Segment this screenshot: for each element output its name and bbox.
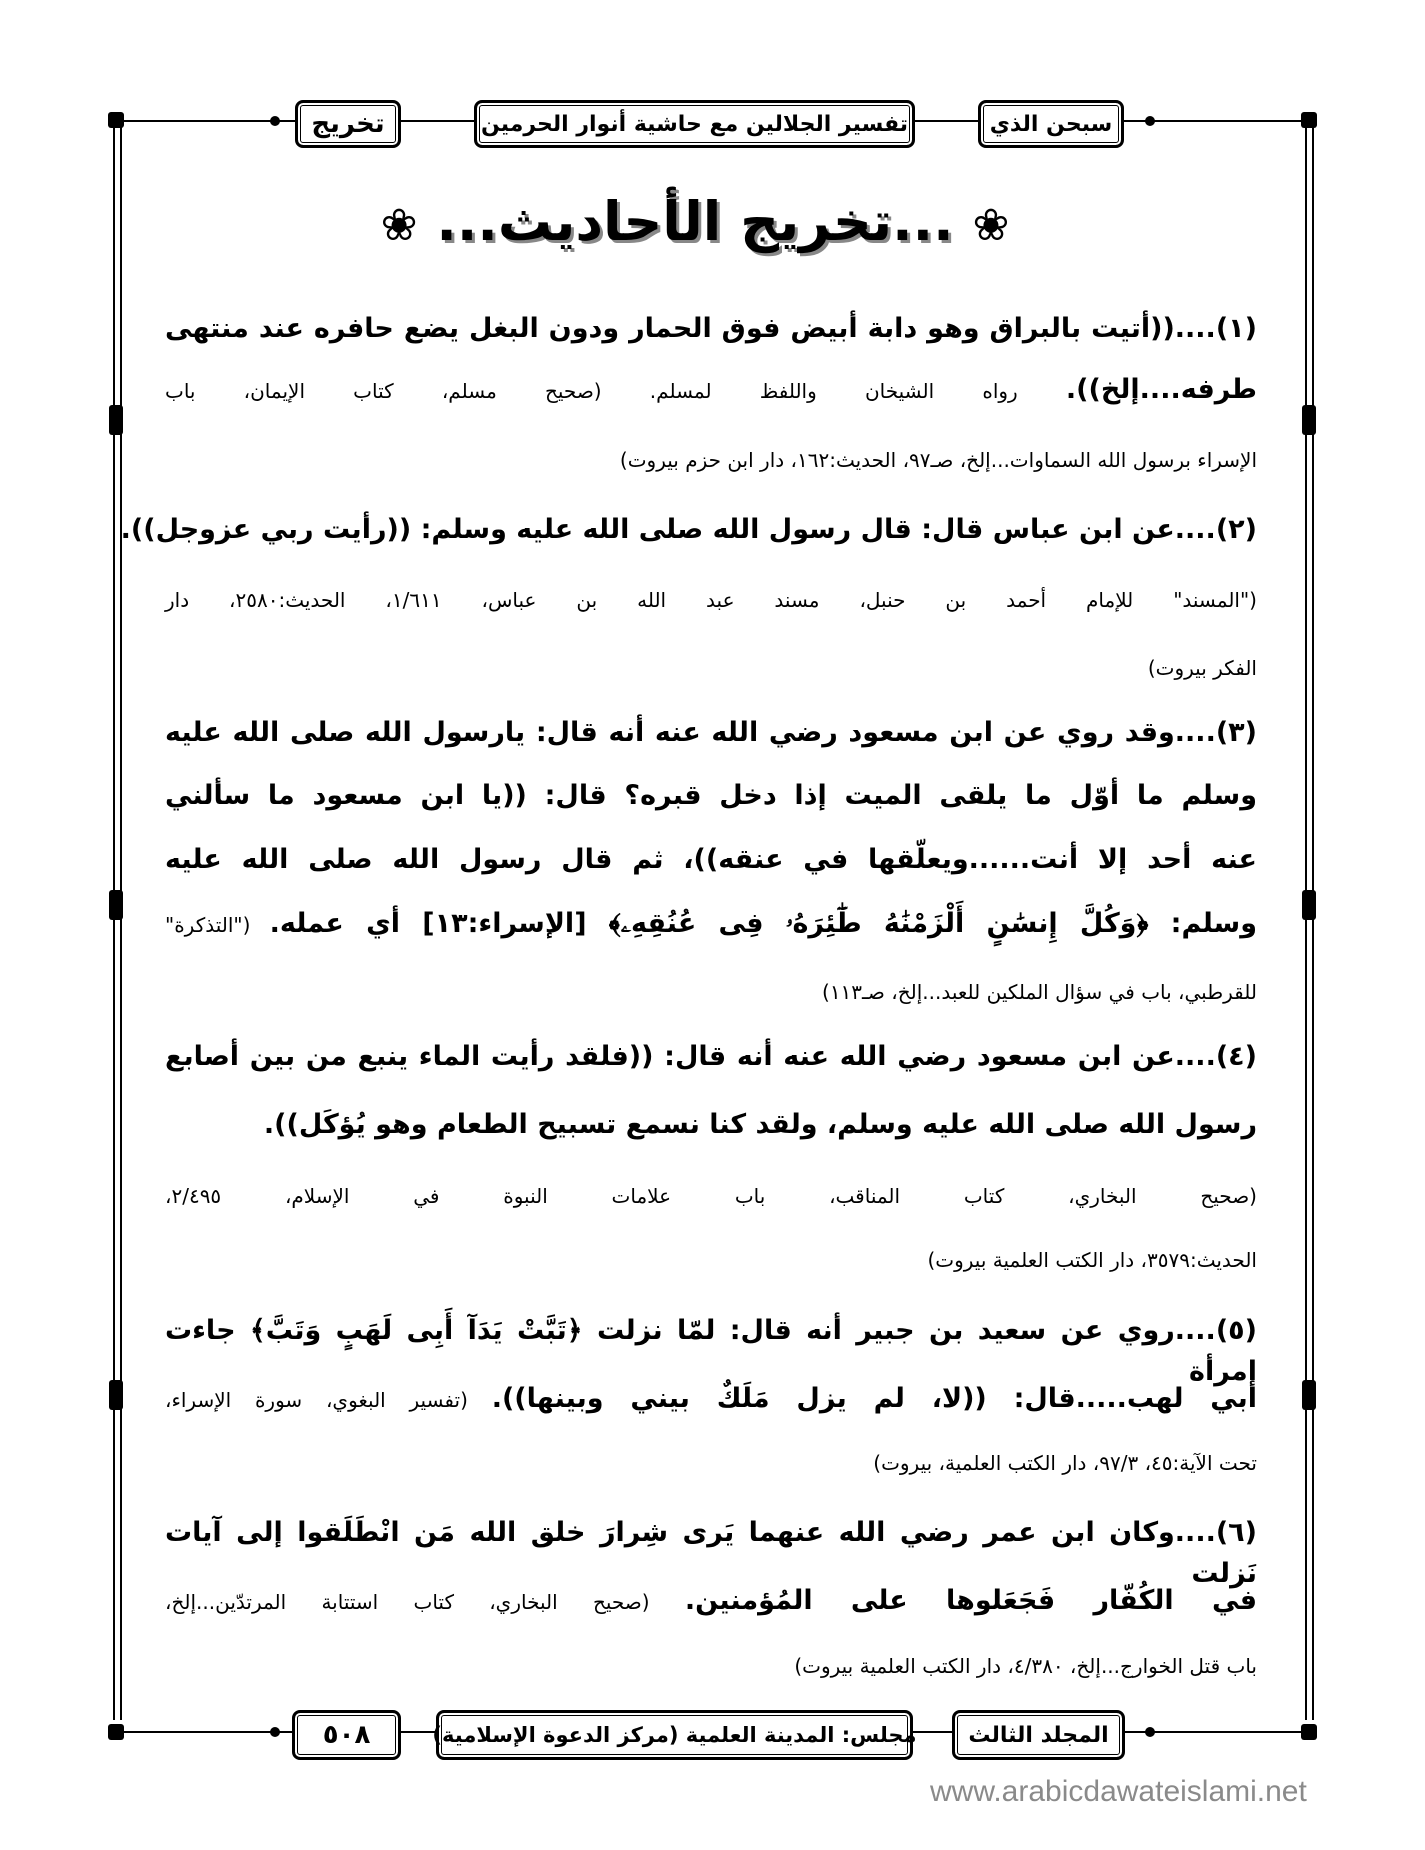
- side-ornament-icon: [109, 890, 123, 920]
- dot-ornament-icon: [270, 1727, 280, 1737]
- flourish-icon: ❀: [380, 199, 418, 251]
- hadith-text: (٤)....عن ابن مسعود رضي الله عنه أنه قال: ((فلقد رأيت الماء ينبع من بين أصابع: [165, 1041, 1257, 1072]
- frame-right-outer: [1312, 125, 1314, 1720]
- citation-text: للقرطبي، باب في سؤال الملكين للعبد...إلخ، صـ١١٣): [822, 980, 1257, 1004]
- text-line: [927, 1240, 1257, 1280]
- text-line: [620, 440, 1257, 480]
- hadith-text: رسول الله صلى الله عليه وسلم، ولقد كنا نسمع تسبيح الطعام وهو يُؤكَل)).: [263, 1109, 1257, 1140]
- dot-ornament-icon: [270, 116, 280, 126]
- text-line: [1148, 648, 1257, 688]
- text-line: [822, 972, 1257, 1012]
- text-line: [165, 1037, 1257, 1078]
- hadith-text: وسلم ما أوّل ما يلقى الميت إذا دخل قبره؟ قال: ((يا ابن مسعود ما سألني: [165, 780, 1257, 811]
- text-line: [165, 776, 1257, 817]
- page-number: ٥٠٨: [292, 1710, 401, 1760]
- text-line: [264, 1105, 1257, 1146]
- text-line: [794, 1646, 1257, 1686]
- citation-text: (صحيح البخاري، كتاب استتابة المرتدّين...إلخ،: [165, 1590, 685, 1614]
- citation-text: (تفسير البغوي، سورة الإسراء،: [165, 1388, 492, 1412]
- page-title: [300, 190, 1090, 260]
- hadith-text: طرفه....إلخ)).: [1065, 374, 1257, 405]
- text-line: [165, 904, 1257, 945]
- text-line: [165, 1581, 1257, 1622]
- hadith-text: (٣)....وقد روي عن ابن مسعود رضي الله عنه أنه قال: يارسول الله صلى الله عليه: [165, 717, 1257, 748]
- side-ornament-icon: [109, 405, 123, 435]
- text-line: [165, 1379, 1257, 1420]
- publisher-box: مجلس: المدينة العلمية (مركز الدعوة الإسلامية): [436, 1710, 913, 1760]
- text-line: [165, 580, 1257, 620]
- side-ornament-icon: [1302, 1380, 1316, 1410]
- citation-text: الإسراء برسول الله السماوات...إلخ، صـ٩٧، الحديث:١٦٢، دار ابن حزم بيروت): [619, 448, 1257, 472]
- text-line: [873, 1443, 1257, 1483]
- corner-ornament-icon: [108, 112, 124, 128]
- citation-text: باب قتل الخوارج...إلخ، ٤/٣٨٠، دار الكتب العلمية بيروت): [794, 1654, 1257, 1678]
- text-line: [165, 1176, 1257, 1216]
- text-line: [165, 840, 1257, 881]
- hadith-text: في الكُفّار فَجَعَلوها على المُؤمنين.: [684, 1585, 1257, 1616]
- side-ornament-icon: [1302, 405, 1316, 435]
- citation-text: رواه الشيخان واللفظ لمسلم. (صحيح مسلم، كتاب الإيمان، باب: [165, 379, 1066, 403]
- citation-text: الفكر بيروت): [1147, 656, 1257, 680]
- book-title-box: تفسير الجلالين مع حاشية أنوار الحرمين: [474, 100, 915, 148]
- text-line: [121, 510, 1257, 551]
- website-url: www.arabicdawateislami.net: [930, 1775, 1307, 1808]
- hadith-text: (١)....((أتيت بالبراق وهو دابة أبيض فوق الحمار ودون البغل يضع حافره عند منتهى: [165, 313, 1257, 344]
- hadith-text: (٦)....وكان ابن عمر رضي الله عنهما يَرى شِرارَ خلق الله مَن انْطَلَقوا إلى آيات نَزلت: [165, 1517, 1257, 1589]
- volume-box: المجلد الثالث: [952, 1710, 1125, 1760]
- section-label-box: تخريج: [295, 100, 401, 148]
- text-line: [165, 713, 1257, 754]
- text-line: [165, 309, 1257, 350]
- citation-text: ("المسند" للإمام أحمد بن حنبل، مسند عبد الله بن عباس، ١/٦١١، الحديث:٢٥٨٠، دار: [165, 588, 1257, 612]
- page-title-text: ...تخريج الأحاديث...: [436, 190, 954, 253]
- corner-ornament-icon: [1301, 1724, 1317, 1740]
- hadith-text: أبي لهب.....قال: ((لا، لم يزل مَلَكٌ بيني وبينها)).: [491, 1383, 1257, 1414]
- hadith-text: عنه أحد إلا أنت......ويعلّقها في عنقه))، ثم قال رسول الله صلى الله عليه: [165, 844, 1257, 875]
- dot-ornament-icon: [1145, 116, 1155, 126]
- text-line: [165, 370, 1257, 411]
- frame-right-inner: [1305, 125, 1307, 1720]
- frame-left-inner: [120, 125, 122, 1720]
- corner-ornament-icon: [108, 1724, 124, 1740]
- surah-name-box: سبحن الذي: [978, 100, 1124, 148]
- citation-text: (صحيح البخاري، كتاب المناقب، باب علامات النبوة في الإسلام، ٢/٤٩٥،: [165, 1184, 1257, 1208]
- corner-ornament-icon: [1301, 112, 1317, 128]
- side-ornament-icon: [109, 1380, 123, 1410]
- hadith-text: وسلم: ﴿وَكُلَّ إِنسَٰنٍ أَلْزَمْنَٰهُ طَٰٓئِرَهُۥ فِى عُنُقِهِۦ﴾ [الإسراء:١٣] أي عمله.: [269, 908, 1257, 939]
- citation-text: ("التذكرة": [165, 913, 270, 937]
- dot-ornament-icon: [1145, 1727, 1155, 1737]
- side-ornament-icon: [1302, 890, 1316, 920]
- hadith-text: (٥)....روي عن سعيد بن جبير أنه قال: لمّا نزلت ﴿تَبَّتْ يَدَآ أَبِى لَهَبٍ وَتَبَّ﴾ جاءت امرأة: [165, 1315, 1257, 1387]
- citation-text: تحت الآية:٤٥، ٩٧/٣، دار الكتب العلمية، بيروت): [873, 1451, 1257, 1475]
- flourish-icon: ❀: [972, 199, 1010, 251]
- hadith-text: (٢)....عن ابن عباس قال: قال رسول الله صلى الله عليه وسلم: ((رأيت ربي عزوجل)).: [120, 514, 1257, 545]
- citation-text: الحديث:٣٥٧٩، دار الكتب العلمية بيروت): [927, 1248, 1257, 1272]
- frame-left-outer: [113, 125, 115, 1720]
